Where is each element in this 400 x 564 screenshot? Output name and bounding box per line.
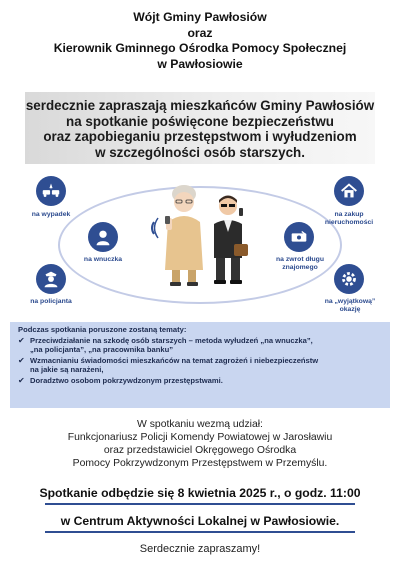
police-officer-icon xyxy=(36,264,66,294)
meeting-underline xyxy=(45,531,355,533)
label-wyjatkowa-okazja: na „wyjątkową” okazję xyxy=(324,298,376,313)
checkmark-icon: ✔ xyxy=(18,355,25,365)
invitation-text xyxy=(0,98,400,160)
invite-line-2: na spotkanie poświęcone bezpieczeństwu xyxy=(66,113,334,129)
checkmark-icon: ✔ xyxy=(18,375,25,385)
label-na-policjanta: na policjanta xyxy=(30,298,72,305)
header-line-2: oraz xyxy=(187,25,213,40)
header-line-1: Wójt Gminy Pawłosiów xyxy=(133,10,267,24)
money-icon xyxy=(284,222,314,252)
participants-line-3: oraz przedstawiciel Okręgowego Ośrodka xyxy=(103,445,297,456)
label-na-zwrot-dlugu: na zwrot długu znajomego xyxy=(276,256,324,271)
topic-item: ✔ Wzmacnianiu świadomości mieszkańców na temat zagrożeń i niebezpieczeństw na jakie są narażeni, xyxy=(18,355,319,375)
car-crash-icon xyxy=(36,176,66,206)
participants-text xyxy=(0,418,400,470)
topic-item: ✔ Przeciwdziałanie na szkodę osób starszych – metoda wyłudzeń „na wnuczka”, „na policjanta”, „na pracownika banku” xyxy=(18,335,313,355)
invite-line-4: w szczególności osób starszych. xyxy=(95,144,305,160)
header-line-4: w Pawłosiowie xyxy=(157,56,243,71)
header-line-3: Kierownik Gminnego Ośrodka Pomocy Społecznej xyxy=(53,41,347,55)
meeting-date: Spotkanie odbędzie się 8 kwietnia 2025 r., o godz. 11:00 xyxy=(39,486,361,500)
participants-line-2: Funkcjonariusz Policji Komendy Powiatowej w Jarosławiu xyxy=(67,432,333,443)
elderly-woman-and-scammer-illustration xyxy=(148,178,258,288)
checkmark-icon: ✔ xyxy=(18,335,25,345)
participants-line-4: Pomocy Pokrzywdzonym Przestępstwem w Przemyślu. xyxy=(72,458,328,469)
topics-box xyxy=(10,322,390,408)
label-na-wnuczka: na wnuczka xyxy=(83,256,123,263)
label-na-zakup: na zakup nieruchomości xyxy=(324,211,374,226)
closing-text: Serdecznie zapraszamy! xyxy=(139,543,261,555)
gear-icon xyxy=(334,264,364,294)
invite-line-1: serdecznie zapraszają mieszkańców Gminy Pawłosiów xyxy=(25,98,375,113)
topics-title: Podczas spotkania poruszone zostaną tematy: xyxy=(18,325,187,334)
participants-line-1: W spotkaniu wezmą udział: xyxy=(137,419,263,430)
header xyxy=(0,10,400,72)
topic-item: ✔ Doradztwo osobom pokrzywdzonym przestępstwami. xyxy=(18,375,223,385)
house-icon xyxy=(334,176,364,206)
label-na-wypadek: na wypadek xyxy=(31,211,71,218)
meeting-underline xyxy=(45,503,355,505)
meeting-location: w Centrum Aktywności Lokalnej w Pawłosiowie. xyxy=(60,514,340,528)
invite-line-3: oraz zapobieganiu przestępstwom i wyłudzeniom xyxy=(43,129,357,144)
grandson-icon xyxy=(88,222,118,252)
